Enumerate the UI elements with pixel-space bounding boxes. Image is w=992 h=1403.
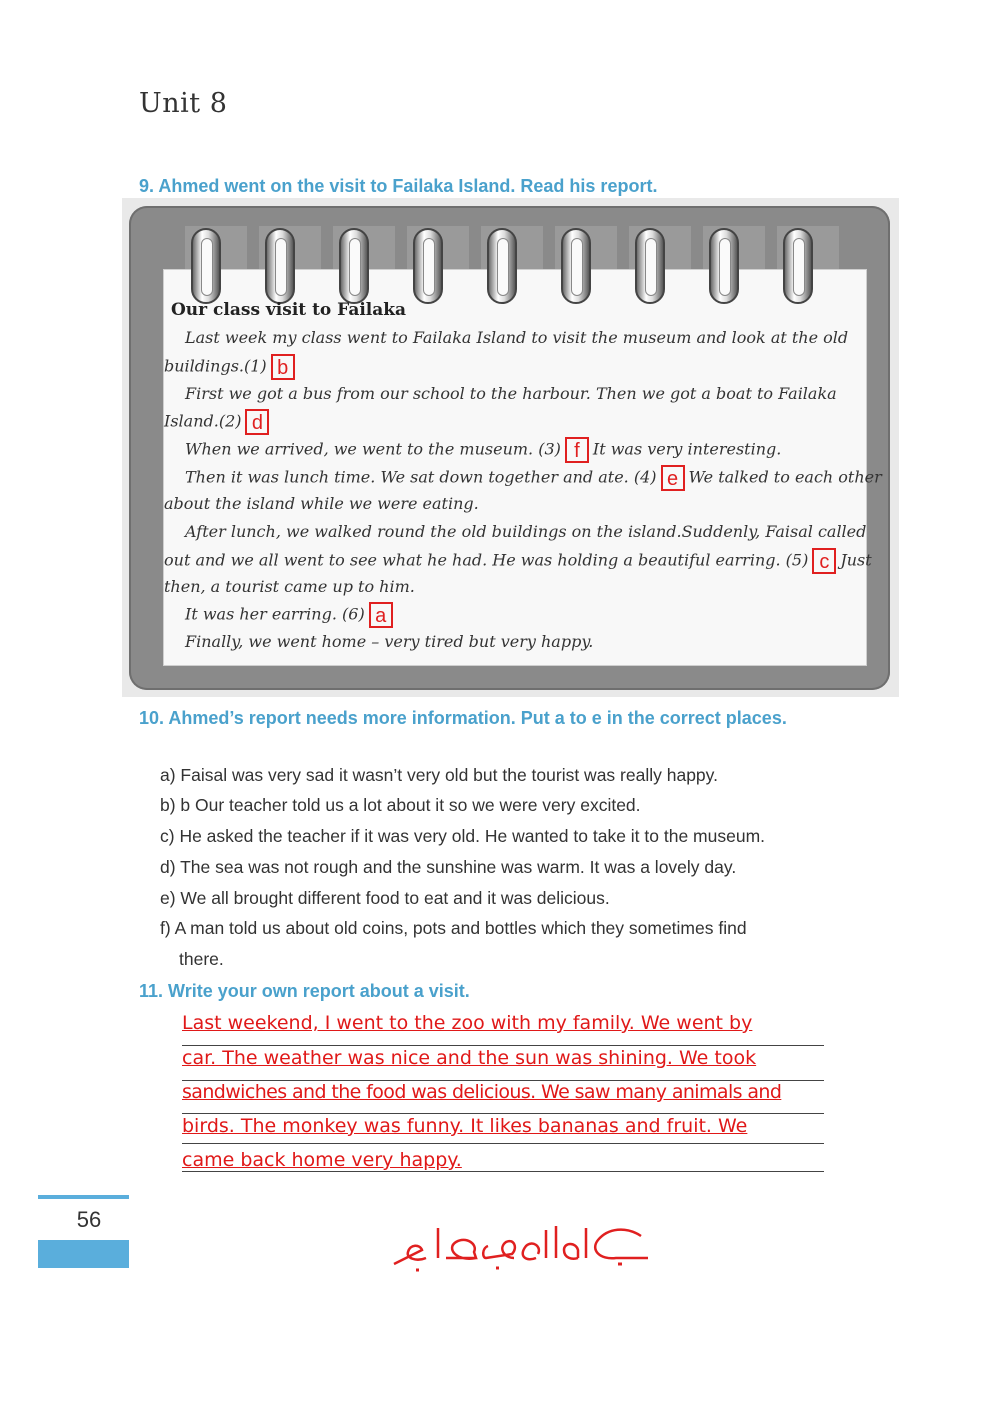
spiral-ring-icon xyxy=(709,228,739,304)
report-text: Island.(2) xyxy=(164,411,242,431)
writing-line xyxy=(182,1113,824,1114)
report-text: When we arrived, we went to the museum. (3) xyxy=(185,439,561,459)
spiral-ring-icon xyxy=(487,228,517,304)
report-text: Just xyxy=(840,550,872,570)
exercise-11-heading: 11. Write your own report about a visit. xyxy=(139,981,470,1001)
report-text: It was very interesting. xyxy=(592,439,782,459)
report-text: It was her earring. (6) xyxy=(185,604,365,624)
page-number-bar-bottom xyxy=(38,1240,129,1268)
spiral-ring-icon xyxy=(561,228,591,304)
handwritten-answer-line: came back home very happy. xyxy=(182,1149,462,1171)
spiral-ring-icon xyxy=(191,228,221,304)
page-number: 56 xyxy=(76,1207,102,1232)
report-line xyxy=(185,465,882,491)
option-b: b) b Our teacher told us a lot about it so we were very excited. xyxy=(160,795,641,815)
report-title: Our class visit to Failaka xyxy=(171,300,407,320)
report-line: After lunch, we walked round the old buildings on the island.Suddenly, Faisal called xyxy=(185,522,867,541)
exercise-9-heading: 9. Ahmed went on the visit to Failaka Island. Read his report. xyxy=(139,176,658,196)
report-line: First we got a bus from our school to the harbour. Then we got a boat to Failaka xyxy=(185,384,837,403)
option-f: f) A man told us about old coins, pots and bottles which they sometimes find xyxy=(160,918,747,938)
report-line: Last week my class went to Failaka Island to visit the museum and look at the old xyxy=(185,328,849,347)
report-line xyxy=(164,548,872,574)
answer-box-5[interactable]: c xyxy=(812,548,836,574)
page-number-bar-top xyxy=(38,1195,129,1199)
handwritten-answer-line: Last weekend, I went to the zoo with my family. We went by xyxy=(182,1012,753,1034)
handwritten-answer-line: sandwiches and the food was delicious. We saw many animals and xyxy=(182,1081,782,1103)
writing-line xyxy=(182,1171,824,1172)
report-text: out and we all went to see what he had. He was holding a beautiful earring. (5) xyxy=(164,550,809,570)
handwritten-answer-line: birds. The monkey was funny. It likes bananas and fruit. We xyxy=(182,1115,748,1137)
report-line: about the island while we were eating. xyxy=(164,494,479,513)
unit-title: Unit 8 xyxy=(139,88,228,119)
option-c: c) He asked the teacher if it was very old. He wanted to take it to the museum. xyxy=(160,826,766,846)
answer-box-2[interactable]: d xyxy=(245,409,269,435)
report-line xyxy=(164,354,299,380)
answer-box-3[interactable]: f xyxy=(565,437,589,463)
answer-box-4[interactable]: e xyxy=(661,465,685,491)
exercise-10-heading: 10. Ahmed’s report needs more information. Put a to e in the correct places. xyxy=(139,708,787,728)
option-f-continued: there. xyxy=(179,949,224,969)
signature-handwriting xyxy=(386,1218,656,1278)
report-line xyxy=(185,437,781,463)
spiral-ring-icon xyxy=(413,228,443,304)
spiral-ring-icon xyxy=(339,228,369,304)
report-text: buildings.(1) xyxy=(164,356,267,376)
writing-line xyxy=(182,1045,824,1046)
spiral-ring-icon xyxy=(635,228,665,304)
answer-box-6[interactable]: a xyxy=(369,602,393,628)
writing-line xyxy=(182,1143,824,1144)
report-text: Then it was lunch time. We sat down together and ate. (4) xyxy=(185,467,657,487)
spiral-ring-icon xyxy=(265,228,295,304)
report-line xyxy=(164,409,273,435)
handwritten-answer-line: car. The weather was nice and the sun was shining. We took xyxy=(182,1047,757,1069)
report-line: then, a tourist came up to him. xyxy=(164,577,415,596)
report-line xyxy=(185,602,397,628)
option-e: e) We all brought different food to eat and it was delicious. xyxy=(160,888,610,908)
answer-box-1[interactable]: b xyxy=(271,354,295,380)
report-text: We talked to each other xyxy=(688,467,882,487)
option-d: d) The sea was not rough and the sunshine was warm. It was a lovely day. xyxy=(160,857,737,877)
spiral-ring-icon xyxy=(783,228,813,304)
option-a: a) Faisal was very sad it wasn’t very old but the tourist was really happy. xyxy=(160,765,718,785)
report-line: Finally, we went home – very tired but very happy. xyxy=(185,632,594,651)
